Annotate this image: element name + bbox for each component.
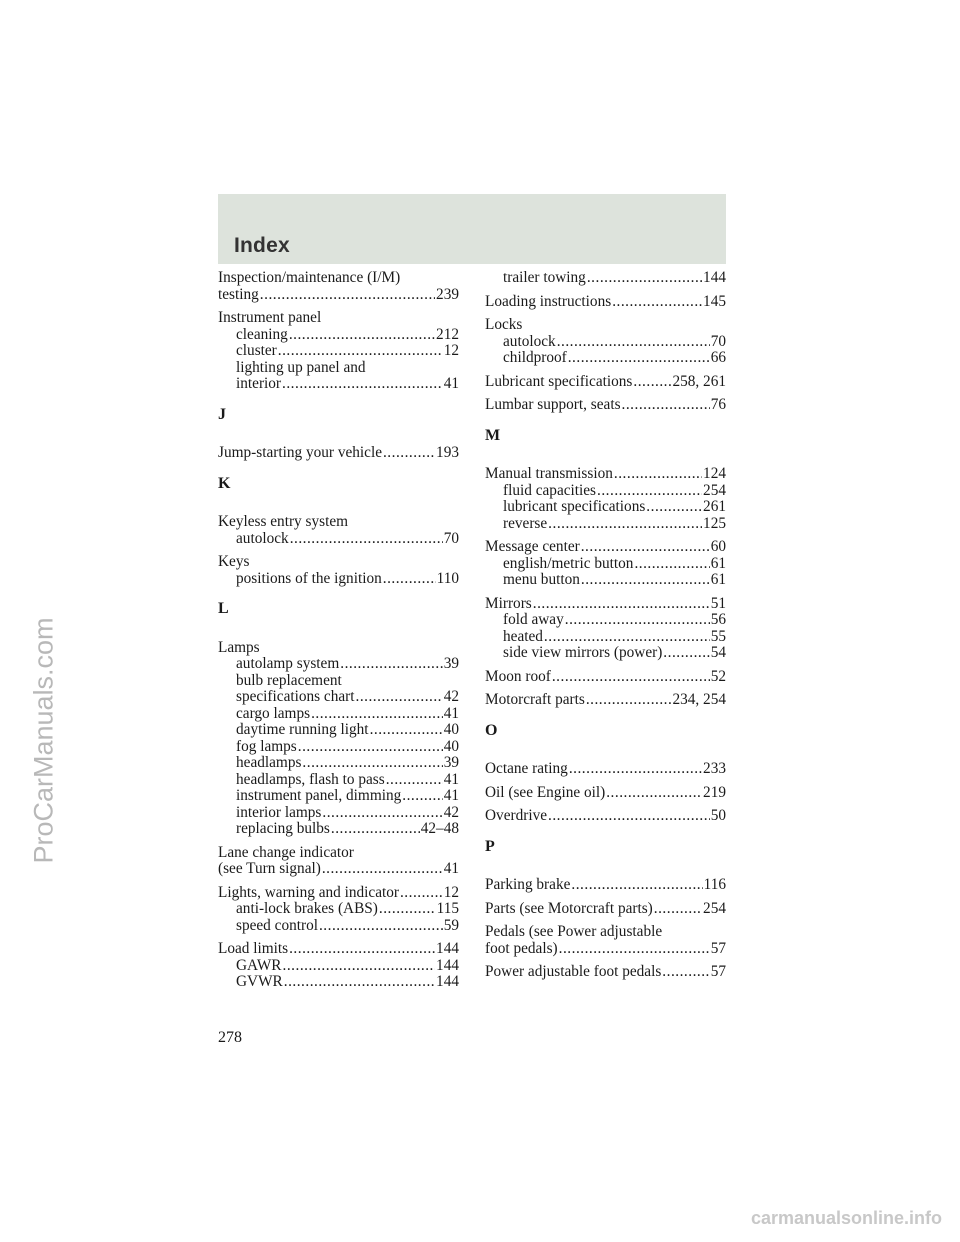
dot-leader [302,755,442,772]
index-entry-octane [485,761,726,778]
dot-leader [557,334,710,351]
entry-text: Lane change indicator [218,843,354,861]
dot-leader [548,516,702,533]
page-ref: 70 [443,529,459,547]
entry-text: Message center [485,538,580,555]
page-ref: 41 [443,375,459,392]
entry-text: Power adjustable foot pedals [485,963,662,980]
entry-text: specifications chart [236,688,355,705]
page-ref: 51 [710,594,726,612]
entry-heading: Lamps [218,638,260,656]
dot-leader [383,571,436,588]
dot-leader [587,270,702,287]
entry-text: foot pedals) [485,939,558,957]
dot-leader [565,612,710,629]
dot-leader [571,877,702,894]
entry-text: testing [218,285,259,303]
dot-leader [569,761,702,778]
index-column-left [218,270,459,998]
entry-text: Parking brake [485,876,571,893]
dot-leader [290,531,443,548]
dot-leader [379,901,436,918]
dot-leader [289,941,435,958]
index-column-right [485,270,726,988]
page-ref: 66 [710,349,726,366]
index-entry-inspection [218,270,459,303]
entry-heading: Keys [218,553,250,570]
dot-leader [654,901,702,918]
dot-leader [646,499,702,516]
entry-heading: Keyless entry system [218,513,349,530]
letter-heading-m: M [485,426,501,444]
dot-leader [383,445,435,462]
entry-text: Lumbar support, seats [485,396,621,413]
entry-text: side view mirrors (power) [503,644,663,661]
page-ref: 40 [443,721,459,738]
entry-text: anti-lock brakes (ABS) [236,900,378,917]
page-ref: 124 [703,465,726,482]
dot-leader [356,689,443,706]
index-entry-mirrors [485,596,726,662]
page-ref: 144 [436,956,459,974]
entry-text: trailer towing [503,269,586,286]
index-entry-moon-roof [485,669,726,686]
entry-text: Octane rating [485,760,568,777]
dot-leader [606,785,702,802]
dot-leader [581,572,710,589]
page-ref: 42–48 [420,820,459,837]
dot-leader [402,788,442,805]
page-ref: 76 [710,396,726,413]
dot-leader [289,327,435,344]
entry-text: Jump-starting your vehicle [218,444,382,461]
entry-text: headlamps [236,754,302,771]
entry-text: cleaning [236,325,288,343]
dot-leader [586,692,672,709]
page-ref: 59 [443,916,459,934]
entry-text: interior lamps [236,803,322,821]
index-entry-jump-starting [218,445,459,462]
page-ref: 254 [703,481,726,499]
page-ref: 145 [703,292,726,310]
page-ref: 258, 261 [672,372,726,390]
entry-text: Overdrive [485,807,548,824]
page-ref: 12 [443,342,459,359]
dot-leader [533,596,710,613]
entry-text: bulb replacement [236,671,342,689]
dot-leader [284,974,435,991]
entry-text: Lights, warning and indicator [218,883,399,901]
entry-text: english/metric button [503,554,634,572]
index-entry-lane-change [218,845,459,878]
dot-leader [662,964,709,981]
dot-leader [614,466,702,483]
entry-text: headlamps, flash to pass [236,770,385,788]
page-ref: 219 [703,783,726,801]
page-ref: 39 [443,655,459,672]
dot-leader [597,483,702,500]
entry-text: lubricant specifications [503,498,646,515]
page-ref: 50 [710,807,726,824]
page-ref: 57 [710,963,726,980]
entry-text: replacing bulbs [236,820,330,837]
letter-heading-l: L [218,600,229,617]
entry-text: Loading instructions [485,292,612,310]
side-watermark-text: ProCarManuals.com [28,616,59,864]
entry-text: fluid capacities [503,481,597,499]
entry-text: GAWR [236,956,282,974]
entry-text: Lubricant specifications [485,372,633,390]
page-ref: 40 [443,737,459,755]
entry-heading: Locks [485,316,523,333]
entry-text: Pedals (see Power adjustable [485,923,663,940]
entry-text: menu button [503,571,580,588]
dot-leader [319,918,443,935]
letter-heading-o: O [485,721,498,739]
dot-leader [559,941,710,958]
page-ref: 54 [710,644,726,661]
entry-text: heated [503,627,543,645]
index-entry-lights-warning [218,885,459,935]
page-ref: 233 [703,760,726,777]
entry-text: childproof [503,349,567,366]
section-header [218,194,726,264]
letter-heading-p: P [485,837,495,855]
entry-text: Motorcraft parts [485,691,585,708]
index-entry-lubricant [485,374,726,391]
page-ref: 12 [443,883,459,901]
page-ref: 144 [436,940,459,957]
dot-leader [634,556,709,573]
page-ref: 193 [436,444,459,461]
page-ref: 55 [710,627,726,645]
dot-leader [622,397,710,414]
dot-leader [633,374,671,391]
page-ref: 41 [443,787,459,804]
entry-text: Moon roof [485,667,551,685]
entry-text: autolock [503,332,556,350]
dot-leader [340,656,442,673]
entry-text: Parts (see Motorcraft parts) [485,899,653,917]
page-ref: 115 [436,900,459,917]
index-entry-manual-transmission [485,466,726,532]
page-ref: 261 [703,498,726,515]
dot-leader [400,885,443,902]
dot-leader [370,722,443,739]
index-entry-power-pedals [485,964,726,981]
dot-leader [311,706,443,723]
entry-text: Inspection/maintenance (I/M) [218,269,401,286]
page-ref: 57 [710,939,726,957]
dot-leader [544,629,710,646]
page-ref: 42 [443,688,459,705]
dot-leader [568,350,710,367]
index-entry-keys [218,554,459,587]
page-ref: 41 [443,770,459,788]
index-entry-lumbar [485,397,726,414]
page-ref: 125 [703,514,726,532]
entry-text: cluster [236,342,277,359]
page-ref: 56 [710,611,726,628]
index-entry-message-center [485,539,726,589]
page-ref: 116 [703,876,726,893]
page-ref: 41 [443,704,459,722]
index-entry-locks [485,317,726,367]
page-ref: 234, 254 [672,691,726,708]
dot-leader [552,669,710,686]
page-ref: 42 [443,803,459,821]
letter-heading-k: K [218,474,231,492]
page-number: 278 [218,1029,242,1046]
dot-leader [386,772,443,789]
entry-text: (see Turn signal) [218,860,321,877]
dot-leader [663,645,709,662]
dot-leader [612,294,702,311]
entry-text: Oil (see Engine oil) [485,783,606,801]
entry-text: instrument panel, dimming [236,787,402,804]
index-entry-parts [485,901,726,918]
page-ref: 52 [710,667,726,685]
entry-text: speed control [236,916,318,934]
index-entry-loading [485,294,726,311]
index-entry-pedals [485,924,726,957]
entry-text: interior [236,375,282,392]
entry-text: lighting up panel and [236,358,366,376]
page-ref: 70 [710,332,726,350]
letter-heading-j: J [218,405,226,423]
dot-leader [278,343,443,360]
index-entry-keyless-entry [218,514,459,547]
dot-leader [322,861,443,878]
entry-text: fog lamps [236,737,297,755]
dot-leader [260,287,435,304]
dot-leader [322,805,442,822]
page-ref: 61 [710,554,726,572]
section-title: Index [234,234,290,257]
entry-text: autolock [236,529,289,547]
page-ref: 239 [436,285,459,303]
entry-text: fold away [503,611,564,628]
page-ref: 61 [710,571,726,588]
index-entry-oil [485,785,726,802]
dot-leader [548,808,710,825]
index-entry-overdrive [485,808,726,825]
dot-leader [282,376,443,393]
entry-text: GVWR [236,973,283,990]
dot-leader [298,739,443,756]
index-entry-load-limits [218,941,459,991]
entry-text: Manual transmission [485,465,613,482]
side-watermark [29,440,59,1040]
page-ref: 254 [703,899,726,917]
entry-text: daytime running light [236,721,369,738]
entry-text: autolamp system [236,655,340,672]
dot-leader [581,539,710,556]
entry-text: Load limits [218,940,289,957]
page-ref: 39 [443,754,459,771]
bottom-watermark: carmanualsonline.info [750,1208,942,1228]
index-entry-parking-brake [485,877,726,894]
index-entry-trailer-towing [485,270,726,287]
page-ref: 41 [443,860,459,877]
dot-leader [331,821,420,838]
page-ref: 60 [710,538,726,555]
page-ref: 110 [436,569,459,587]
page-ref: 212 [436,325,459,343]
page-ref: 144 [703,269,726,286]
index-entry-instrument-panel [218,310,459,393]
entry-text: Mirrors [485,594,532,612]
entry-text: positions of the ignition [236,569,382,587]
entry-heading: Instrument panel [218,309,322,326]
entry-text: cargo lamps [236,704,311,722]
entry-text: reverse [503,514,548,532]
index-entry-lamps [218,640,459,838]
dot-leader [283,958,436,975]
page-ref: 144 [436,973,459,990]
index-entry-motorcraft [485,692,726,709]
